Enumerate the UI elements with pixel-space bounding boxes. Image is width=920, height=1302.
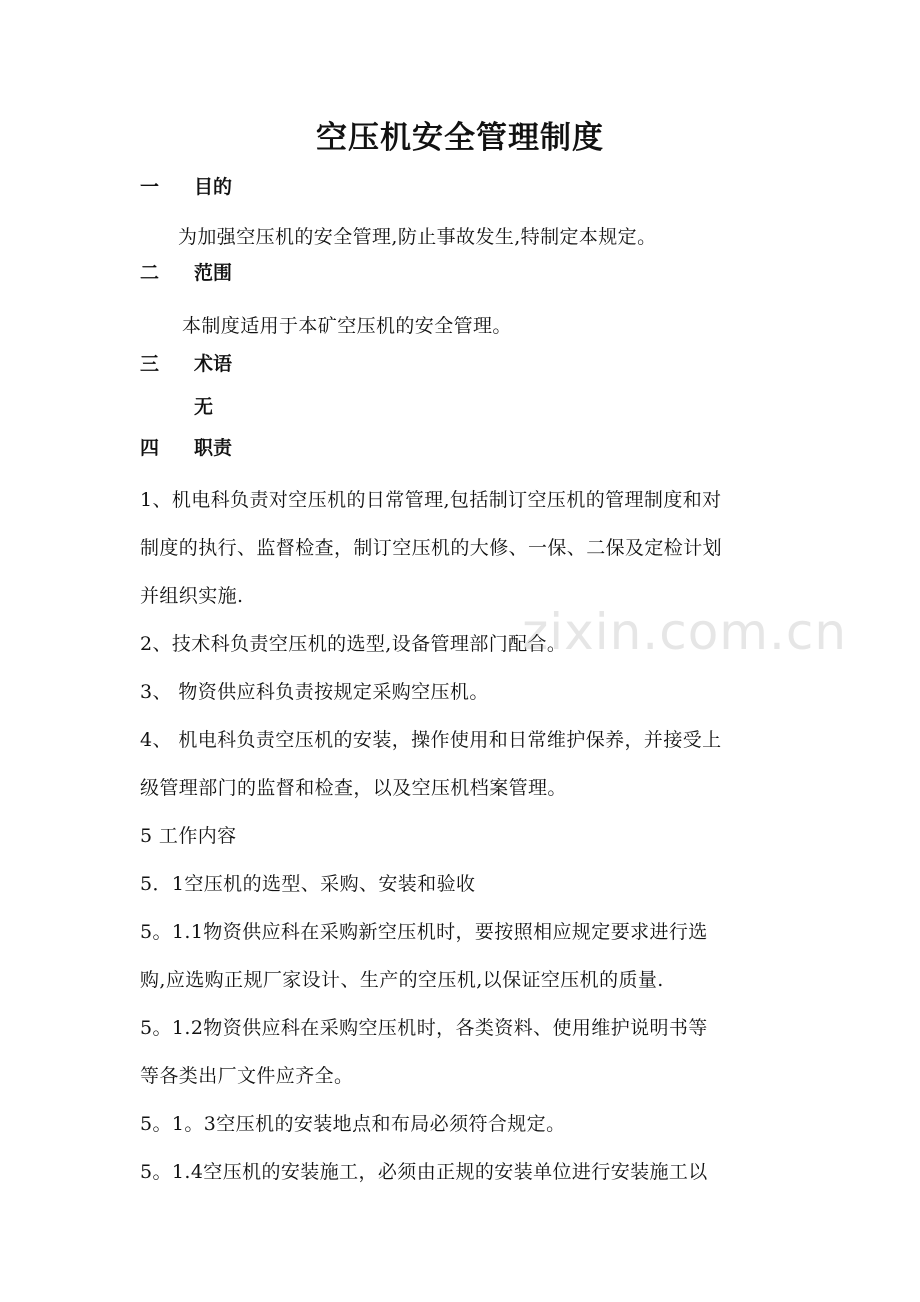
paragraph-line: 本制度适用于本矿空压机的安全管理。 bbox=[182, 315, 512, 337]
section-heading-terms bbox=[140, 349, 232, 376]
paragraph-line: 等各类出厂文件应齐全。 bbox=[140, 1065, 354, 1087]
section-number: 二 bbox=[140, 262, 160, 284]
paragraph-line: 购,应选购正规厂家设计、生产的空压机,以保证空压机的质量. bbox=[140, 969, 664, 991]
paragraph-line: 并组织实施. bbox=[140, 585, 244, 607]
section-number: 一 bbox=[140, 176, 160, 198]
section-title: 术语 bbox=[194, 353, 233, 375]
paragraph-line: 级管理部门的监督和检查，以及空压机档案管理。 bbox=[140, 777, 567, 799]
paragraph-line: 4、 机电科负责空压机的安装，操作使用和日常维护保养，并接受上 bbox=[140, 729, 722, 751]
section-heading-duties bbox=[140, 433, 232, 460]
paragraph-line: 制度的执行、监督检查，制订空压机的大修、一保、二保及定检计划 bbox=[140, 537, 723, 559]
watermark-text: zixin.com.cn bbox=[522, 603, 848, 661]
paragraph-line: 5。1.4空压机的安装施工，必须由正规的安装单位进行安装施工以 bbox=[140, 1161, 708, 1183]
paragraph-line: 1、机电科负责对空压机的日常管理,包括制订空压机的管理制度和对 bbox=[140, 489, 722, 511]
paragraph-line: 5．1空压机的选型、采购、安装和验收 bbox=[140, 873, 476, 895]
section-title: 目的 bbox=[194, 176, 233, 198]
paragraph-line: 5。1。3空压机的安装地点和布局必须符合规定。 bbox=[140, 1113, 566, 1135]
section-heading-scope bbox=[140, 258, 232, 285]
paragraph-line: 为加强空压机的安全管理,防止事故发生,特制定本规定。 bbox=[178, 226, 657, 248]
paragraph-line: 2、技术科负责空压机的选型,设备管理部门配合。 bbox=[140, 633, 567, 655]
section-title: 范围 bbox=[194, 262, 233, 284]
paragraph-line: 无 bbox=[194, 396, 214, 418]
section-title: 职责 bbox=[194, 437, 233, 459]
section-number: 三 bbox=[140, 353, 160, 375]
paragraph-line: 5。1.1物资供应科在采购新空压机时，要按照相应规定要求进行选 bbox=[140, 921, 708, 943]
section-number: 四 bbox=[140, 437, 160, 459]
paragraph-line: 5。1.2物资供应科在采购空压机时，各类资料、使用维护说明书等 bbox=[140, 1017, 708, 1039]
section-heading-purpose bbox=[140, 172, 232, 199]
paragraph-line: 3、 物资供应科负责按规定采购空压机。 bbox=[140, 681, 489, 703]
page-title: 空压机安全管理制度 bbox=[316, 120, 604, 156]
paragraph-line: 5 工作内容 bbox=[140, 825, 237, 847]
